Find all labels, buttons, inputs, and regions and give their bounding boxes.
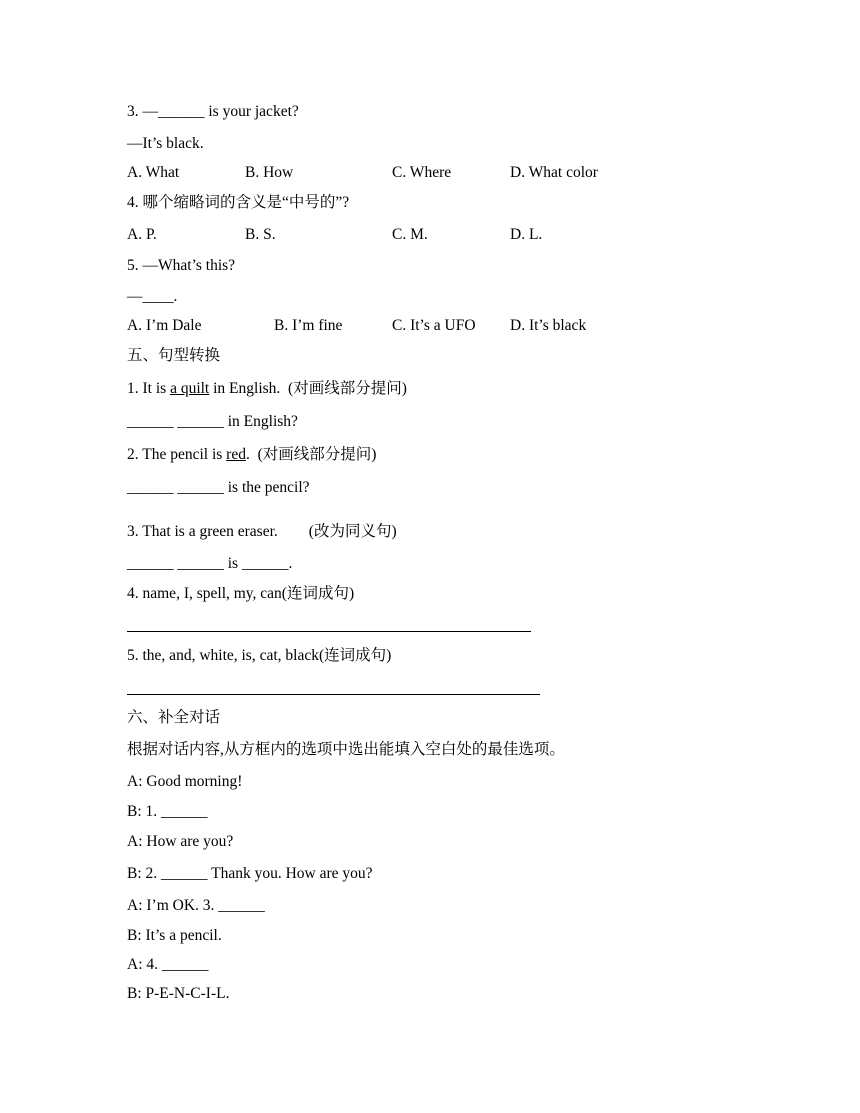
question-4-option-b: B. S. [245,226,276,243]
sentence-2-underlined: red [226,446,246,463]
dialogue-line: A: 4. ______ [127,956,209,973]
sentence-5: 5. the, and, white, is, cat, black(连词成句) [127,647,392,664]
section-5-title: 五、句型转换 [127,347,221,364]
dialogue-line: A: I’m OK. 3. ______ [127,897,265,914]
sentence-1-post: in English. (对画线部分提问) [209,380,407,397]
sentence-2-pre: 2. The pencil is [127,446,227,463]
question-5-answer: —____. [127,288,178,305]
sentence-1-pre: 1. It is [127,380,171,397]
section-6-instruction: 根据对话内容,从方框内的选项中选出能填入空白处的最佳选项。 [127,741,565,758]
question-5-option-b: B. I’m fine [274,317,343,334]
question-4-option-d: D. L. [510,226,543,243]
sentence-2-blank: ______ ______ is the pencil? [127,479,310,496]
question-4-option-a: A. P. [127,226,157,243]
question-3-option-b: B. How [245,164,294,181]
question-3-option-d: D. What color [510,164,598,181]
question-4-option-c: C. M. [392,226,428,243]
sentence-2 [127,445,376,465]
sentence-4-answer-line [127,631,531,632]
section-6-title: 六、补全对话 [127,709,221,726]
question-3-text: 3. —______ is your jacket? [127,103,299,120]
dialogue-line: B: 2. ______ Thank you. How are you? [127,865,373,882]
question-3-answer: —It’s black. [127,135,204,152]
sentence-3: 3. That is a green eraser. (改为同义句) [127,523,397,540]
sentence-1 [127,379,407,399]
question-5-text: 5. —What’s this? [127,257,236,274]
dialogue-line: A: How are you? [127,833,234,850]
sentence-1-blank: ______ ______ in English? [127,413,298,430]
dialogue-line: B: 1. ______ [127,803,208,820]
sentence-4: 4. name, I, spell, my, can(连词成句) [127,585,355,602]
sentence-5-answer-line [127,694,540,695]
sentence-2-post: . (对画线部分提问) [245,446,377,463]
question-4-text: 4. 哪个缩略词的含义是“中号的”? [127,194,350,211]
sentence-1-underlined: a quilt [170,380,210,397]
question-5-option-c: C. It’s a UFO [392,317,476,334]
dialogue-line: A: Good morning! [127,773,243,790]
question-3-option-c: C. Where [392,164,452,181]
dialogue-line: B: P-E-N-C-I-L. [127,985,230,1002]
question-5-option-a: A. I’m Dale [127,317,202,334]
question-5-option-d: D. It’s black [510,317,587,334]
sentence-3-blank: ______ ______ is ______. [127,555,293,572]
question-3-option-a: A. What [127,164,180,181]
dialogue-line: B: It’s a pencil. [127,927,222,944]
